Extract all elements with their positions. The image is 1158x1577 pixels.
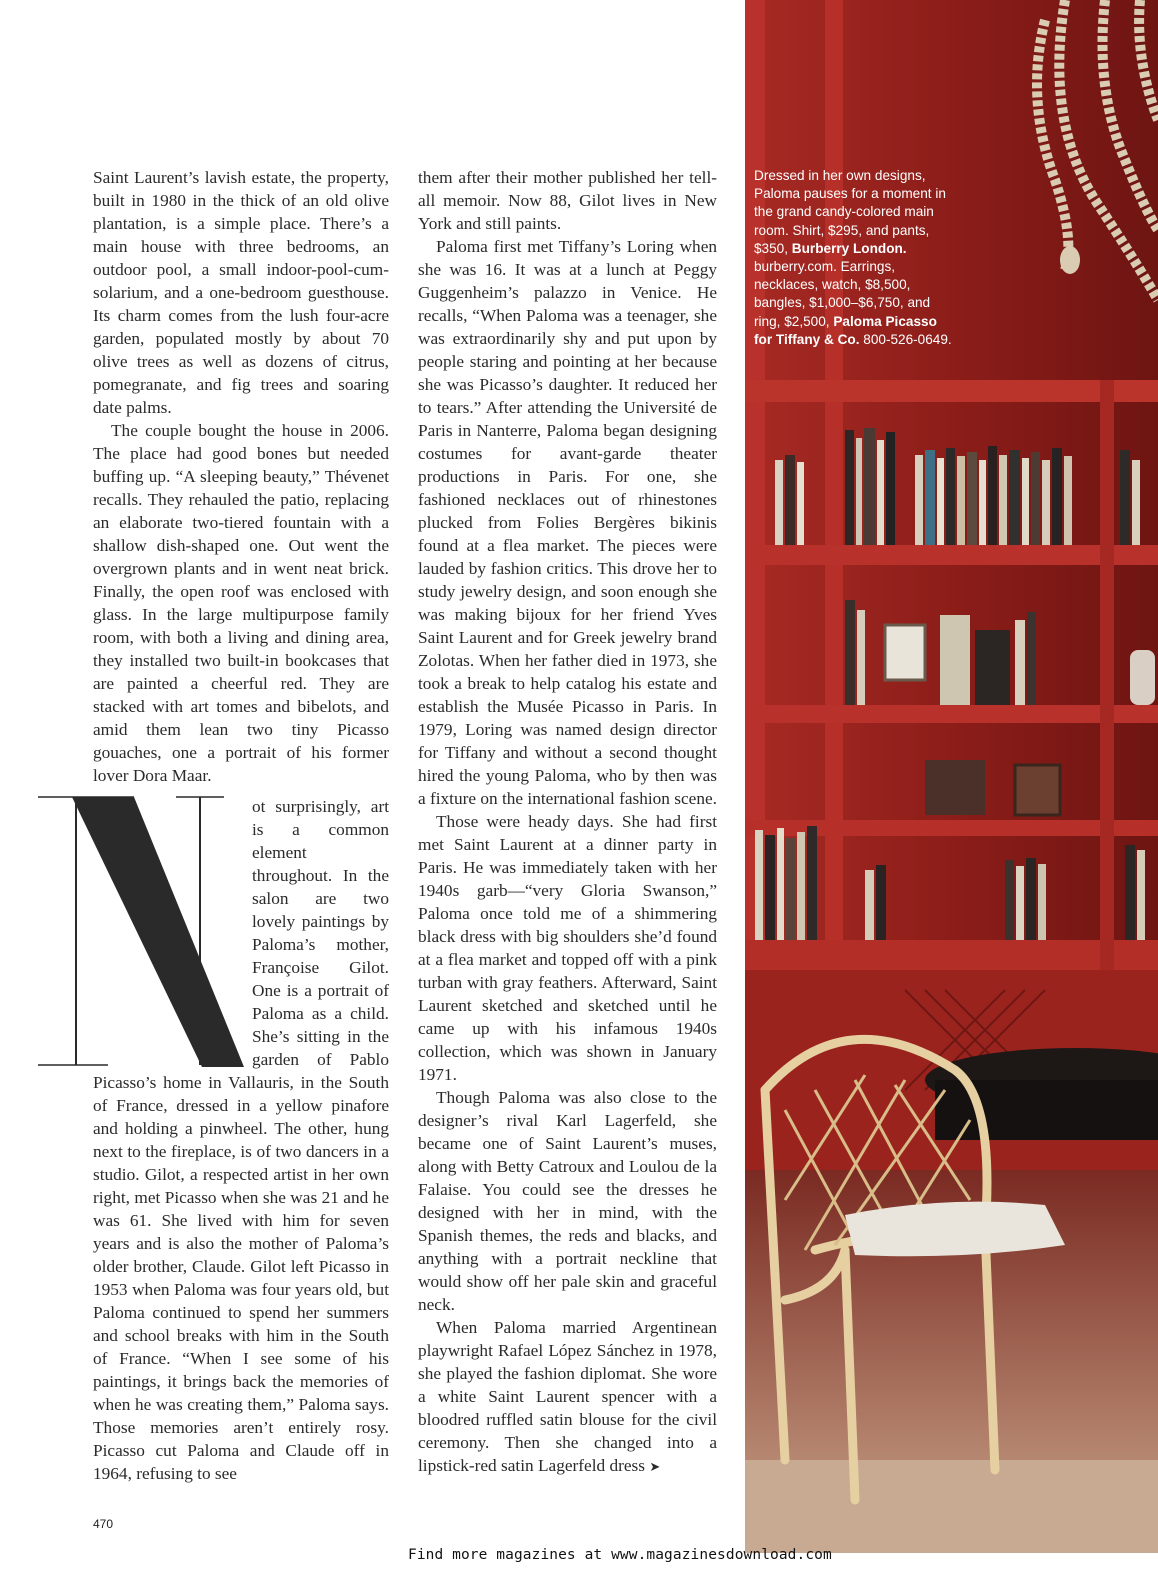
continue-arrow-icon: ➤ (649, 1460, 661, 1475)
caption-text: Dressed in her own designs, Paloma pauses for a moment in the grand candy-colored main room. Shirt, $295, and pants, $350, (754, 168, 946, 256)
caption-brand: Burberry London. (791, 240, 907, 256)
paragraph: Saint Laurent’s lavish estate, the property, built in 1980 in the thick of an old olive plantation, is a simple place. There’s a main house with three bedrooms, an outdoor pool, a small indoor-pool-cum-solarium, and a one-bedroom guesthouse. Its charm comes from the lush four-acre garden, populated mostly by about 70 olive trees as well as dozens of citrus, pomegranate, and fig trees and soaring date palms. (93, 168, 389, 417)
footer-link[interactable]: Find more magazines at www.magazinesdownload.com (408, 1547, 832, 1563)
article-column-left (93, 166, 389, 1485)
paragraph: Paloma first met Tiffany’s Loring when she was 16. It was at a lunch at Peggy Guggenheim’s palazzo in Venice. He recalls, “When Paloma was a teenager, she was extraordinarily shy and put upon by people staring and pointing at her because she was Picasso’s daughter. It reduced her to tears.” After attending the Université de Paris in Nanterre, Paloma began designing costumes for avant-garde theater productions in Paris. For one, she fashioned necklaces out of rhinestones plucked from Folies Bergères bikinis found at a flea market. The pieces were lauded by fashion critics. This drove her to study jewelry design, and soon enough she was making bijoux for her friend Yves Saint Laurent and for Greek jewelry brand Zolotas. When her father died in 1973, she took a break to help catalog his estate and establish the Musée Picasso in Paris. In 1979, Loring was named design director for Tiffany and without a second thought hired the young Paloma, who by then was a fixture on the international fashion scene. (418, 237, 717, 808)
paragraph: Those were heady days. She had first met Saint Laurent at a dinner party in Paris. He was immediately taken with her 1940s garb—“very Gloria Swanson,” Paloma once told me of a shimmering black dress with big shoulders she’d found at a flea market and topped off with a pink turban with gray feathers. Afterward, Saint Laurent sketched and sketched until he came up with his infamous 1940s collection, which was shown in January 1971. (418, 812, 717, 1084)
paragraph: The couple bought the house in 2006. The place had good bones but needed buffing up. “A sleeping beauty,” Thévenet recalls. They rehauled the patio, replacing an elaborate two-tiered fountain with a shallow dish-shaped one. Out went the overgrown plants and in went neat brick. Finally, the open roof was enclosed with glass. In the large multipurpose family room, with both a living and dining area, they installed two built-in bookcases that are painted a cheerful red. They are stacked with art tomes and bibelots, and amid them lean two tiny Picasso gouaches, one a portrait of his former lover Dora Maar. (93, 421, 389, 785)
photo-caption (754, 167, 954, 349)
page-number: 470 (93, 1517, 114, 1531)
paragraph: them after their mother published her tell-all memoir. Now 88, Gilot lives in New York and still paints. (418, 168, 717, 233)
caption-brand: Paloma Picasso for Tiffany & Co. (754, 313, 937, 347)
paragraph: Though Paloma was also close to the designer’s rival Karl Lagerfeld, she became one of Saint Laurent’s muses, along with Betty Catroux and Loulou de la Falaise. You could see the dresses he designed with her in mind, with the Spanish themes, the reds and blacks, and anything with a portrait neckline that would show off her pale skin and graceful neck. (418, 1088, 717, 1314)
paragraph (418, 1316, 717, 1479)
caption-text: burberry.com. Earrings, necklaces, watch, $8,500, bangles, $1,000–$6,750, and ring, $2,500, (754, 259, 931, 329)
dropcap-section (93, 795, 389, 1485)
caption-text: 800-526-0649. (859, 331, 952, 347)
paragraph-dropcap: ot surprisingly, art is a common element throughout. In the salon are two lovely paintings by Paloma’s mother, Françoise Gilot. One is a portrait of Paloma as a child. She’s sitting in the garden of Pablo Picasso’s home in Vallauris, in the South of France, dressed in a yellow pinafore and holding a pinwheel. The other, hung next to the fireplace, is of two dancers in a studio. Gilot, a respected artist in her own right, met Picasso when she was 21 and he was 61. She lived with him for seven years and is also the mother of Paloma’s older brother, Claude. Gilot left Picasso in 1953 when Paloma was four years old, but Paloma continued to spend her summers and school breaks with him in the South of France. “When I see some of his paintings, it brings back the memories of when he was creating them,” Paloma says. Those memories aren’t entirely rosy. Picasso cut Paloma and Claude off in 1964, refusing to see (93, 797, 389, 1483)
article-column-right (418, 166, 717, 1479)
paragraph-text: When Paloma married Argentinean playwright Rafael López Sánchez in 1978, she played the fashion diplomat. She wore a white Saint Laurent spencer with a bloodred ruffled satin blouse for the civil ceremony. Then she changed into a lipstick-red satin Lagerfeld dress (418, 1318, 717, 1475)
dropcap-letter (38, 795, 248, 1067)
